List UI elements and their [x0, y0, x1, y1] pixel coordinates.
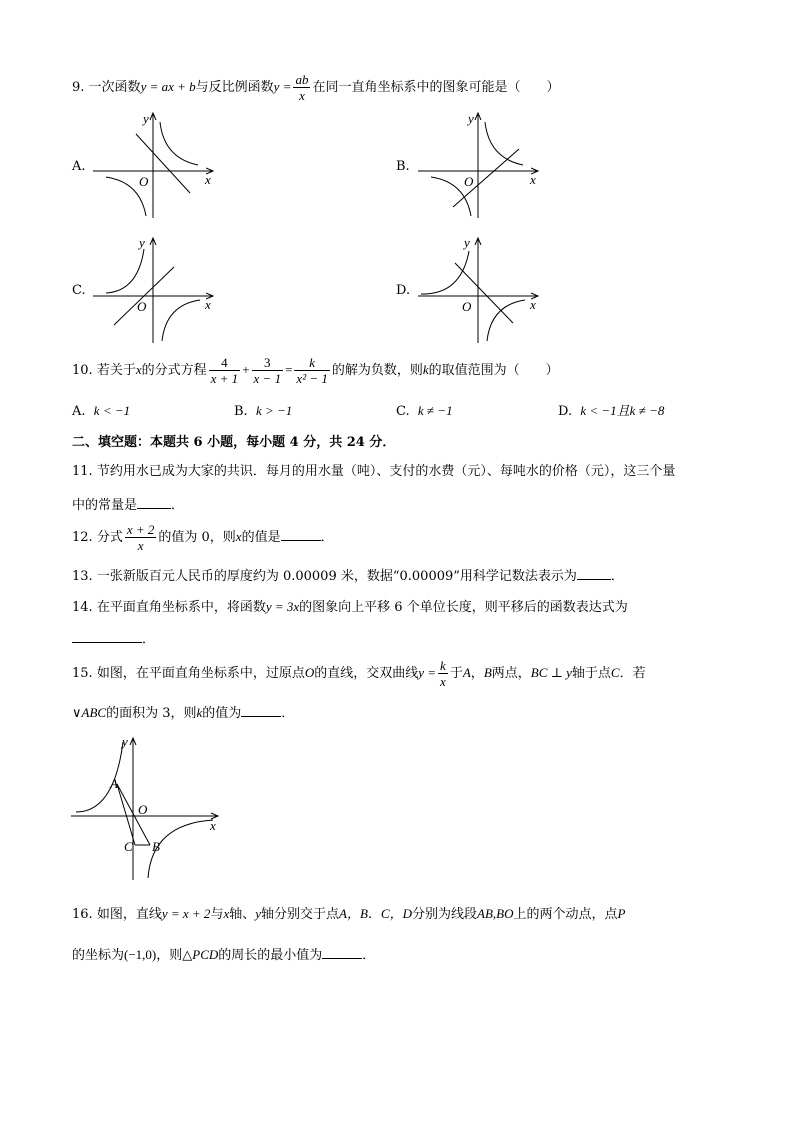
x-axis-label: x — [205, 172, 211, 187]
q12-number: 12. — [72, 530, 93, 545]
q15-stem: 15. 如图，在平面直角坐标系中，过原点O的直线，交双曲线y = $\frac{k}{x}$ 于A，B两点，BC ⊥ y轴于点C．若 — [72, 658, 646, 689]
x-axis-label: x — [205, 297, 211, 312]
q13-answer-blank[interactable] — [577, 567, 611, 580]
q10-choice-a: A. k < −1 — [72, 403, 131, 419]
q9-option-c-label: C. — [72, 283, 86, 298]
y-axis-label: y — [139, 235, 145, 250]
x-axis-label: x — [530, 172, 536, 187]
q16-number: 16. — [72, 907, 93, 922]
q16-stem: 16. 如图，直线y = x + 2与x轴、y轴分别交于点A，B．C，D分别为线段AB,BO上的两个动点，点P — [72, 906, 626, 922]
y-axis-label: y — [122, 734, 128, 749]
q15-number: 15. — [72, 666, 93, 681]
origin-label: O — [464, 174, 474, 189]
y-axis-label: y — [143, 111, 149, 126]
q12-stem: 12. 分式 $\frac{x + 2}{x}$ 的值为 0，则x的值是 ． — [72, 522, 334, 553]
q10-fraction-2: $\frac{3}{x - 1}$ — [253, 355, 282, 386]
q12-answer-blank[interactable] — [281, 528, 321, 541]
q12-fraction: $\frac{x + 2}{x}$ — [126, 522, 155, 553]
q9-option-d-graph — [413, 233, 548, 348]
q9-option-b-label: B. — [396, 159, 410, 174]
y-axis-label: y — [468, 111, 474, 126]
q15-figure — [68, 732, 228, 882]
q9-option-c-graph — [88, 233, 223, 348]
q10-fraction-1: $\frac{4}{x + 1}$ — [210, 355, 239, 386]
q13-number: 13. — [72, 569, 93, 584]
q14-stem: 14. 在平面直角坐标系中，将函数y = 3x的图象向上平移 6 个单位长度，则平移后的函数表达式为 — [72, 599, 628, 615]
q11-line2: 中的常量是 ． — [72, 498, 185, 513]
q9-number: 9. — [72, 80, 85, 95]
q10-number: 10. — [72, 363, 93, 378]
q9-option-a-graph — [88, 108, 223, 223]
q9-stem: 9. 一次函数y = ax + b与反比例函数y = $\frac{ab}{x}$ 在同一直角坐标系中的图象可能是（ ） — [72, 72, 560, 103]
q10-choice-c: C. k ≠ −1 — [396, 403, 453, 419]
q11-line1: 11. 节约用水已成为大家的共识．每月的用水量（吨）、支付的水费（元）、每吨水的价格（元），这三个量 — [72, 464, 676, 479]
q14-number: 14. — [72, 600, 93, 615]
q16-line2: 的坐标为(−1,0)，则△PCD的周长的最小值为 ． — [72, 947, 376, 963]
q10-fraction-3: $\frac{k}{\text{x² − 1}}$ — [296, 355, 328, 386]
section-fill-in-header: 二、填空题：本题共 6 小题，每小题 4 分，共 24 分． — [72, 435, 396, 450]
point-a-label: A — [110, 776, 118, 791]
q9-option-a-label: A. — [72, 159, 86, 174]
q9-option-d-label: D. — [396, 283, 411, 298]
q9-linear-eq: y = ax + b — [140, 79, 196, 94]
q15-line2: ∨ABC的面积为 3，则k的值为 ． — [72, 705, 295, 721]
q9-fraction: $\frac{ab}{x}$ — [295, 72, 309, 103]
q11-number: 11. — [72, 464, 93, 479]
origin-label: O — [137, 299, 147, 314]
x-axis-label: x — [530, 297, 536, 312]
origin-label: O — [139, 174, 149, 189]
q16-answer-blank[interactable] — [322, 946, 362, 959]
origin-label: O — [138, 802, 148, 817]
x-axis-label: x — [210, 818, 216, 833]
q11-answer-blank[interactable] — [137, 496, 171, 509]
q15-fraction: $\frac{k}{x}$ — [440, 658, 446, 689]
point-c-label: C — [124, 839, 133, 854]
q13-stem: 13. 一张新版百元人民币的厚度约为 0.00009 米，数据“0.00009”用科学记数法表示为 ． — [72, 569, 624, 584]
q10-choice-b: B. k > −1 — [234, 403, 293, 419]
y-axis-label: y — [464, 235, 470, 250]
q14-answer-blank[interactable] — [72, 630, 142, 643]
q14-line2: ． — [72, 630, 155, 649]
origin-label: O — [462, 299, 472, 314]
q10-choice-d: D. k < −1且k ≠ −8 — [558, 403, 665, 419]
q15-answer-blank[interactable] — [241, 704, 281, 717]
point-b-label: B — [152, 839, 160, 854]
q10-stem: 10. 若关于x的分式方程 $\frac{4}{x + 1}$ + $\frac{3}{x - 1}$ = $\frac{k}{\text{x² − 1}}$ 的解为负数，则k的取值范围为（ ） — [72, 355, 559, 386]
q9-option-b-graph — [413, 108, 548, 223]
